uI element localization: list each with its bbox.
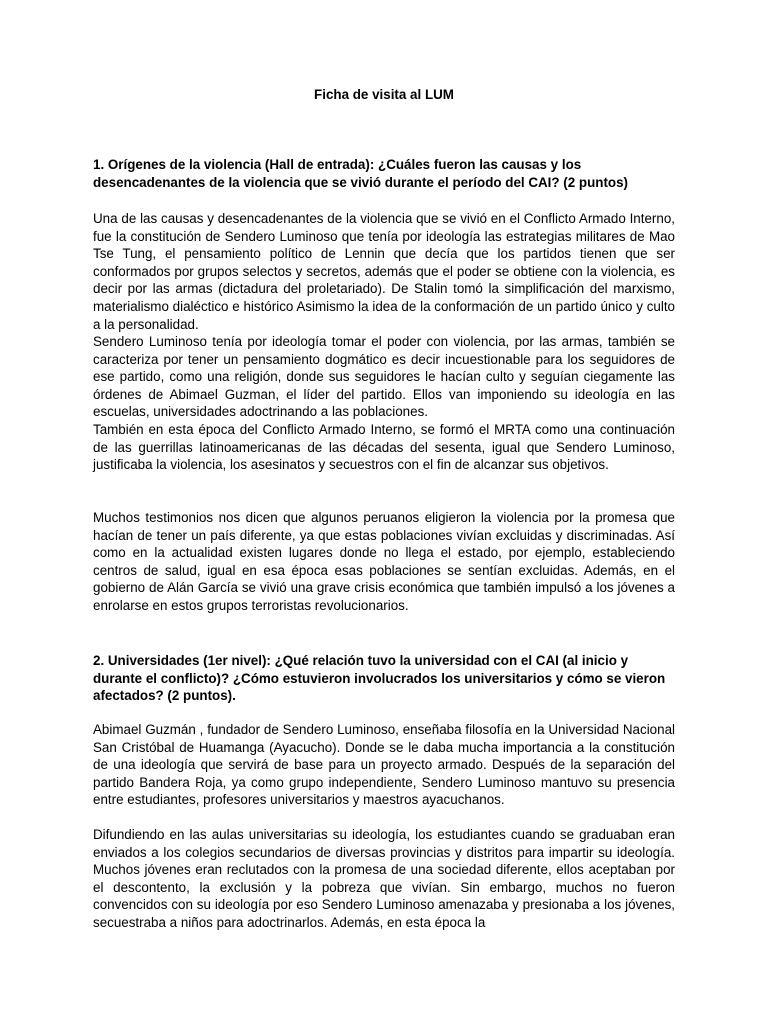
section1-question: 1. Orígenes de la violencia (Hall de entrada): ¿Cuáles fueron las causas y los desencadenantes de la violencia que se vivió durante el período del CAI? (2 puntos) — [93, 157, 629, 190]
section2-question: 2. Universidades (1er nivel): ¿Qué relación tuvo la universidad con el CAI (al inicio y durante el conflicto)? ¿Cómo estuvieron involucrados los universitarios y cómo se vieron afectados? (2 puntos). — [93, 653, 666, 704]
section2-paragraph-1: Abimael Guzmán , fundador de Sendero Luminoso, enseñaba filosofía en la Universidad Nacional San Cristóbal de Huamanga (Ayacucho). Donde se le daba mucha importancia a la constitución de una ideología que servirá de base para un proyecto armado. Después de la separación del partido Bandera Roja, ya como grupo independiente, Sendero Luminoso mantuvo su presencia entre estudiantes, profesores universitarios y maestros ayacuchanos. — [93, 722, 675, 808]
section2-paragraph-2: Difundiendo en las aulas universitarias su ideología, los estudiantes cuando se graduaban eran enviados a los colegios secundarios de diversas provincias y distritos para impartir su ideología. Muchos jóvenes eran reclutados con la promesa de una sociedad diferente, ellos aceptaban por el descontento, la exclusión y la pobreza que vivían. Sin embargo, muchos no fueron convencidos con su ideología por eso Sendero Luminoso amenazaba y presionaba a los jóvenes, secuestraba a niños para adoctrinarlos. Además, en esta época la — [93, 827, 675, 930]
section1-paragraph-1: Una de las causas y desencadenantes de la violencia que se vivió en el Conflicto Armado Interno, fue la constitución de Sendero Luminoso que tenía por ideología las estrategias militares de Mao Tse Tung, el pensamiento político de Lennin que decía que los partidos tienen que ser conformados por grupos selectos y secretos, además que el poder se obtiene con la violencia, es decir por las armas (dictadura del proletariado). De Stalin tomó la simplificación del marxismo, materialismo dialéctico e histórico Asimismo la idea de la conformación de un partido único y culto a la personalidad. — [93, 211, 675, 332]
document-title: Ficha de visita al LUM — [314, 87, 454, 102]
section1-paragraph-2: Sendero Luminoso tenía por ideología tomar el poder con violencia, por las armas, también se caracteriza por tener un pensamiento dogmático es decir incuestionable para los seguidores de ese partido, como una religión, donde sus seguidores le hacían culto y seguían ciegamente las órdenes de Abimael Guzman, el líder del partido. Ellos van imponiendo su ideología en las escuelas, universidades adoctrinando a las poblaciones. — [93, 334, 675, 420]
section1-paragraph-4: Muchos testimonios nos dicen que algunos peruanos eligieron la violencia por la promesa que hacían de tener un país diferente, ya que estas poblaciones vivían excluidas y discriminadas. Así como en la actualidad existen lugares donde no llega el estado, por ejemplo, estableciendo centros de salud, igual en esa época esas poblaciones se sentían excluidas. Además, en el gobierno de Alán García se vivió una grave crisis económica que también impulsó a los jóvenes a enrolarse en estos grupos terroristas revolucionarios. — [93, 510, 675, 613]
section1-paragraph-3: También en esta época del Conflicto Armado Interno, se formó el MRTA como una continuación de las guerrillas latinoamericanas de las décadas del sesenta, igual que Sendero Luminoso, justificaba la violencia, los asesinatos y secuestros con el fin de alcanzar sus objetivos. — [93, 422, 675, 473]
